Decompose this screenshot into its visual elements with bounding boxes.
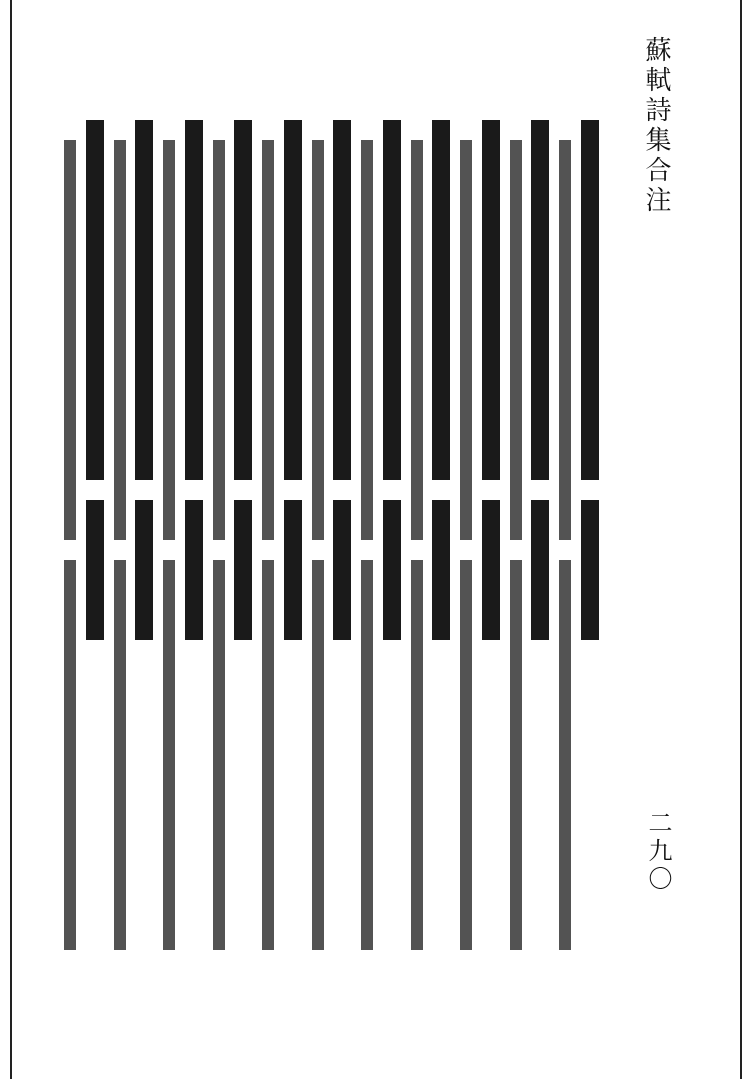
text-line — [312, 140, 324, 540]
text-line — [432, 500, 450, 640]
text-column — [505, 120, 527, 1020]
text-line — [135, 500, 153, 640]
text-line — [262, 560, 274, 950]
text-line — [333, 120, 351, 480]
text-line — [482, 500, 500, 640]
text-line — [383, 120, 401, 480]
text-line — [114, 140, 126, 540]
text-line — [510, 560, 522, 950]
text-line — [411, 140, 423, 540]
text-line — [531, 500, 549, 640]
text-line — [383, 500, 401, 640]
text-line — [460, 560, 472, 950]
text-line — [559, 560, 571, 950]
text-column — [183, 120, 205, 1020]
text-column — [381, 120, 403, 1020]
text-line — [135, 120, 153, 480]
text-column — [406, 120, 428, 1020]
text-column — [109, 120, 131, 1020]
text-column — [232, 120, 254, 1020]
text-line — [234, 120, 252, 480]
text-line — [284, 500, 302, 640]
text-line — [312, 560, 324, 950]
scan-edge-right — [740, 0, 742, 1079]
text-line — [333, 500, 351, 640]
text-line — [163, 140, 175, 540]
text-column — [133, 120, 155, 1020]
text-line — [213, 560, 225, 950]
text-line — [185, 500, 203, 640]
text-column — [84, 120, 106, 1020]
text-line — [531, 120, 549, 480]
scan-edge-left — [10, 0, 12, 1079]
text-line — [432, 120, 450, 480]
text-column — [59, 120, 81, 1020]
text-line — [510, 140, 522, 540]
text-column — [331, 120, 353, 1020]
text-line — [482, 120, 500, 480]
text-column — [356, 120, 378, 1020]
text-column — [554, 120, 576, 1020]
text-line — [559, 140, 571, 540]
text-column — [529, 120, 551, 1020]
text-line — [460, 140, 472, 540]
text-line — [163, 560, 175, 950]
text-column — [257, 120, 279, 1020]
text-column — [455, 120, 477, 1020]
text-column — [307, 120, 329, 1020]
text-column — [208, 120, 230, 1020]
text-line — [411, 560, 423, 950]
text-line — [262, 140, 274, 540]
text-column — [282, 120, 304, 1020]
text-line — [581, 500, 599, 640]
text-line — [86, 500, 104, 640]
text-column — [480, 120, 502, 1020]
text-line — [64, 140, 76, 540]
text-column — [579, 120, 601, 1020]
text-line — [114, 560, 126, 950]
text-line — [284, 120, 302, 480]
text-line — [234, 500, 252, 640]
text-line — [86, 120, 104, 480]
text-column — [158, 120, 180, 1020]
text-line — [361, 140, 373, 540]
text-line — [185, 120, 203, 480]
text-line — [64, 560, 76, 950]
text-line — [581, 120, 599, 480]
running-header: 蘇軾詩集合注 — [641, 36, 671, 216]
text-line — [361, 560, 373, 950]
page-number: 二九〇 — [644, 810, 672, 894]
text-line — [213, 140, 225, 540]
text-column — [430, 120, 452, 1020]
